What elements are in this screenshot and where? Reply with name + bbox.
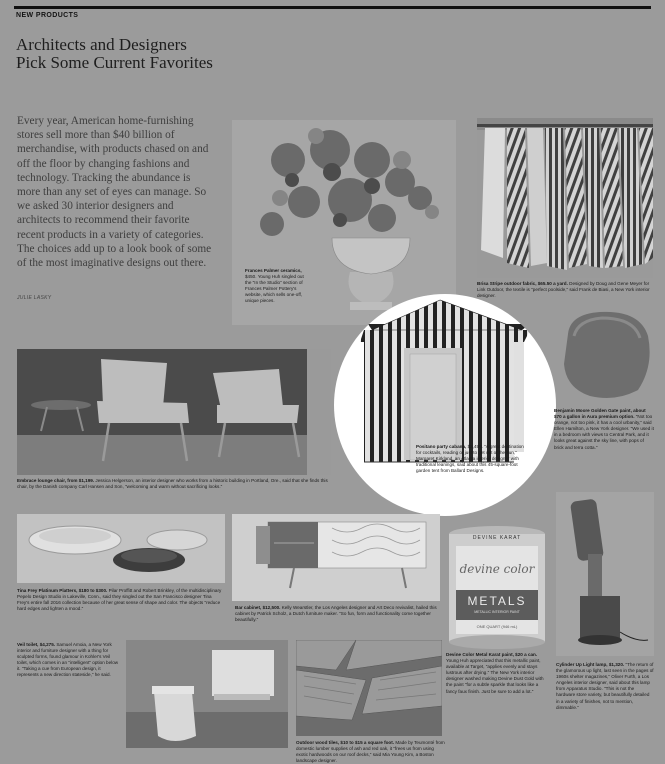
cabana-caption-body: $2,499. "A great destination for cocktails, reading or just to get out of the sun," Margaret Kirkland, an Atlanta interior designer with traditional leanings, said about this 45-square-foot garden tent from Ballard Designs.: [416, 444, 524, 474]
fabric-caption-body: Designed by Doug and Gene Meyer for Link Outdoor, the textile is "perfect poolside," said Frank de Biasi, a New York interior designer.: [477, 281, 650, 299]
metals-caption: [446, 652, 550, 695]
metals-caption-body: Young Huh appreciated that this metallic paint, available at Target, "applies evenly and stays lustrous after drying." The New York interior designer washed making Devine Dust Gold with the paint "for a subtle sparkle that looks like a fancy faux finish. Just be sure to add a lot.": [446, 658, 544, 694]
cabinet-photo: [232, 514, 440, 601]
tiles-caption: [296, 740, 446, 764]
cabinet-caption-title: Bar cabinet, $12,500.: [235, 605, 281, 610]
lounge-chair-photo: [17, 349, 331, 475]
fabric-caption-title: Brisa Stripe outdoor fabric, $65.50 a yard.: [477, 281, 568, 286]
paint-caption-title: Benjamin Moore Golden Gate paint, about $70 a gallon in Aura premium option.: [554, 408, 646, 420]
ceramics-caption-title: Frances Palmer ceramics,: [245, 268, 302, 273]
paint-swatch-illustration: [560, 306, 654, 402]
toilet-caption-title: Veil toilet, $4,275.: [17, 642, 56, 647]
wood-tiles-illustration: [296, 640, 442, 736]
fabric-illustration: [477, 118, 653, 278]
paint-caption: [554, 408, 654, 451]
platters-caption-title: Tina Frey Platinum Platters, $180 to $300.: [17, 588, 108, 593]
toilet-caption-body: Samuel Amoia, a New York interior and furniture designer with a thing for sculpted forms, found glamour in Kohler's Veil toilet, which comes in an "intelligent" option below it. "Taking a cue from European design, it represents a new direction stateside," he said.: [17, 642, 119, 678]
tiles-caption-title: Outdoor wood tiles, $10 to $15 a square foot.: [296, 740, 395, 745]
fabric-photo: [477, 118, 653, 278]
lounge-caption: [17, 478, 331, 490]
lounge-chair-illustration: [17, 349, 331, 475]
can-sub: METALLIC INTERIOR PAINT: [474, 610, 520, 614]
paint-swatch: [560, 306, 654, 402]
toilet-caption: [17, 642, 121, 679]
ceramics-caption: [245, 268, 307, 305]
platters-illustration: [17, 514, 225, 583]
cabana-caption: [416, 444, 524, 474]
ceramics-caption-body: $450. Young Huh singled out the "In the Studio" section of Frances Palmer Pottery's website, which sells one-off, unique pieces.: [245, 274, 304, 304]
headline: [16, 36, 286, 72]
can-volume: ONE QUART (946 mL): [476, 624, 518, 629]
platters-photo: [17, 514, 225, 583]
cabana-illustration: [334, 294, 556, 516]
cabinet-caption-body: Kelly Wearstler, the Los Angeles designer and Art Deco revivalist, hailed this cabinet by Patrick Scholz, a Dutch furniture maker. "So fun, form and functionality come together beautifully.": [235, 605, 437, 623]
lamp-caption: [556, 662, 654, 711]
cabinet-caption: [235, 605, 443, 623]
headline-line-2: Pick Some Current Favorites: [16, 53, 213, 72]
top-rule: [14, 6, 651, 9]
headline-line-1: Architects and Designers: [16, 35, 187, 54]
can-script: devine color: [459, 562, 535, 576]
can-product: METALS: [467, 594, 527, 608]
lamp-illustration: [556, 492, 654, 656]
wood-tiles-photo: [296, 640, 442, 736]
toilet-illustration: [126, 640, 288, 748]
platters-caption: [17, 588, 225, 612]
byline: JULIE LASKY: [17, 295, 52, 301]
lounge-caption-title: Embrace lounge chair, from $1,199.: [17, 478, 95, 483]
lamp-photo: [556, 492, 654, 656]
section-label: NEW PRODUCTS: [16, 12, 79, 19]
platters-caption-body: Pilar Proffitt and Robert Brinkley, of the multidisciplinary Pepelo Design Studio in Lakeville, Conn., said they singled out the San Francisco designer Tina Frey's entire fall 2016 collection because of her great sense of shape and color. The objects "reduce hard edges and lighten a mood.": [17, 588, 222, 612]
paint-can-illustration: [444, 524, 550, 650]
paint-caption-body: "Not too orange, not too pink, it has a cool urbanity," said Ellen Hamilton, a New York designer. "We used it in a bedroom with views to Central Park, and it looks great against the sky line, with pops of brick and terra cotta.": [554, 414, 654, 450]
cabana-spotlight: [334, 294, 556, 516]
intro-paragraph: Every year, American home-furnishing stores sell more than $40 billion of merchandise, with products chased on and off the floor by changing fashions and technology. Tracking the abundance is more than any set of eyes can manage. So we asked 30 interior designers and architects to recommend their favorite recent products in a variety of categories. The choices add up to a look book of some of the most imaginative designs out there.: [17, 115, 212, 270]
metals-caption-title: Devine Color Metal Karat paint, $20 a can.: [446, 652, 538, 657]
lounge-caption-body: Jessica Helgerson, an interior designer who works from a historic building in Portland, Ore., said that she finds this chair, by the Danish company Carl Hansen and Son, "welcoming and warm without sacrificing looks.": [17, 478, 328, 490]
toilet-photo: [126, 640, 288, 748]
tiles-caption-body: Made by Teumonté from domestic lumber supplies of ash and red oak, it "frees us from using exotic hardwoods on our roof decks," said Mia Young Kim, a Boston landscape designer.: [296, 740, 445, 764]
cabinet-illustration: [232, 514, 440, 601]
cabana-caption-title: Positano party cabana,: [416, 444, 467, 449]
lamp-caption-title: Cylinder Up Light lamp, $1,320.: [556, 662, 625, 667]
paint-can-photo: [444, 524, 550, 650]
can-brand: DEVINE KARAT: [472, 535, 522, 541]
lamp-caption-body: "The return of the glamorous up light, last seen in the pages of 1960s shelter magazines," Oliver Furth, a Los Angeles interior designer, said about this lamp from Apparatus Studio. "This is not the hardware store variety, but beautifully detailed in a variety of finishes, not to mention, dimmable.": [556, 662, 654, 710]
